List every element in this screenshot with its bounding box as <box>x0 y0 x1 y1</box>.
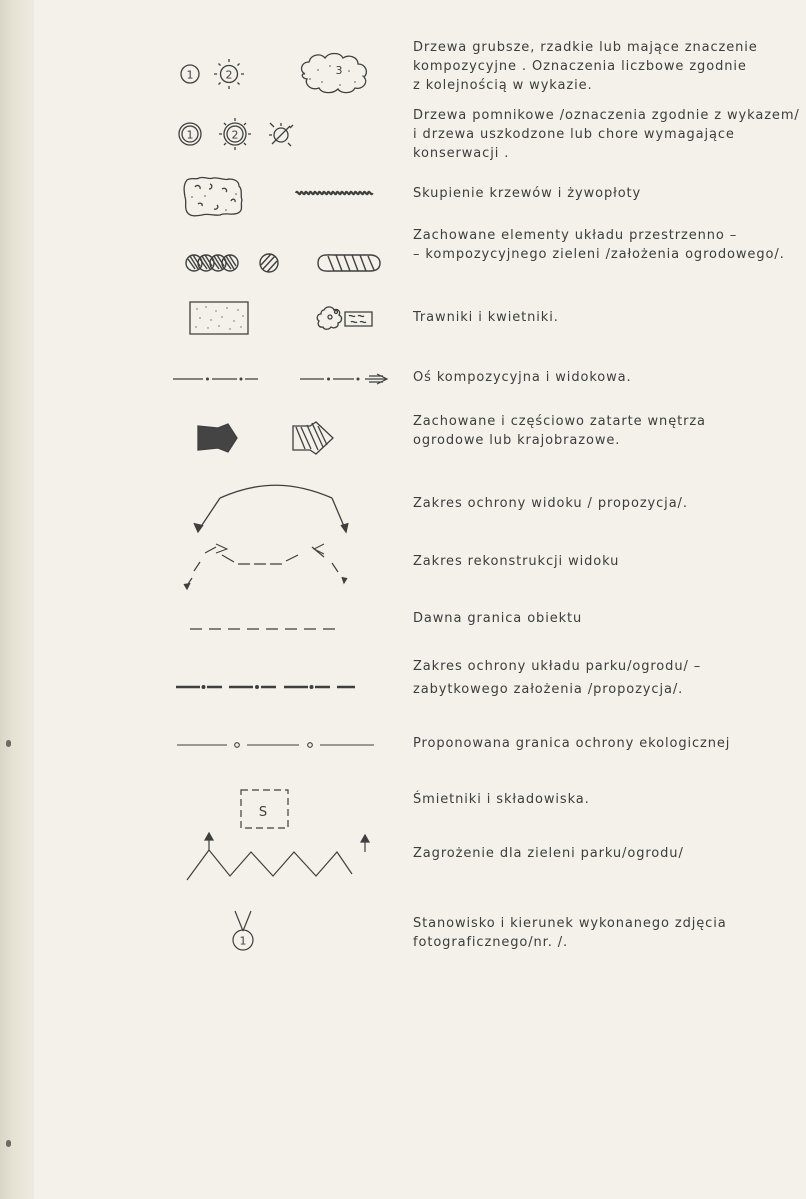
tree-number-1: 1 <box>186 68 194 82</box>
legend-line: i drzewa uszkodzone lub chore wymagające <box>413 127 735 142</box>
legend-text-former-boundary <box>413 609 796 628</box>
legend-text-view-reconstruction <box>413 552 796 571</box>
lawn-icon <box>190 302 248 334</box>
legend-line: Skupienie krzewów i żywopłoty <box>413 186 642 201</box>
legend-line: – kompozycyjnego zieleni /założenia ogrodowego/. <box>413 247 785 262</box>
dump-site-icon <box>241 790 288 828</box>
monument-tree-crown-icon <box>219 118 251 150</box>
tree-group-cloud-icon <box>302 54 367 93</box>
park-protection-line-icon <box>176 685 355 689</box>
legend-symbol-preserved-elements <box>150 226 405 284</box>
binding-hole <box>6 1140 11 1147</box>
legend-text-axis <box>413 368 796 387</box>
legend-line: z kolejnością w wykazie. <box>413 78 593 93</box>
legend-line: Zakres rekonstrukcji widoku <box>413 554 620 569</box>
legend-line: Stanowisko i kierunek wykonanego zdjęcia <box>413 916 727 931</box>
legend-text-ecological-boundary <box>413 734 796 753</box>
legend-symbol-ecological-boundary <box>150 732 405 762</box>
svg-text:2: 2 <box>231 128 239 142</box>
legend-row-view-reconstruction <box>0 540 806 600</box>
legend-line: Zachowane elementy układu przestrzenno – <box>413 228 738 243</box>
legend-line: Zakres ochrony układu parku/ogrodu/ – <box>413 659 702 674</box>
legend-line: Trawniki i kwietniki. <box>413 310 559 325</box>
legend-symbol-axis <box>150 366 405 396</box>
legend-line: Zagrożenie dla zieleni parku/ogrodu/ <box>413 846 684 861</box>
legend-line: Dawna granica obiektu <box>413 611 583 626</box>
axis-line-icon <box>173 378 258 380</box>
shrub-cluster-icon <box>184 177 242 215</box>
legend-row-former-boundary <box>0 606 806 642</box>
legend-row-dumps <box>0 782 806 834</box>
legend-text-lawns <box>413 308 796 327</box>
tree-number-2: 2 <box>225 68 233 82</box>
legend-text-threat <box>413 844 796 863</box>
legend-line: Proponowana granica ochrony ekologicznej <box>413 736 731 751</box>
legend-row-preserved-elements <box>0 226 806 284</box>
legend-text-preserved-elements <box>413 226 796 264</box>
legend-row-axis <box>0 366 806 396</box>
legend-row-ecological-boundary <box>0 732 806 762</box>
svg-text:1: 1 <box>239 934 247 948</box>
legend-symbol-dumps <box>150 782 405 834</box>
legend-row-lawns <box>0 296 806 346</box>
preserved-line-icon <box>318 255 380 271</box>
legend-text-trees <box>413 38 796 95</box>
preserved-interior-icon <box>198 424 237 452</box>
tree-crown-icon <box>214 59 244 89</box>
legend-row-trees <box>0 38 806 100</box>
legend-line: Drzewa grubsze, rzadkie lub mające znaczenie <box>413 40 758 55</box>
legend-text-photo-position <box>413 914 796 952</box>
legend-symbol-lawns <box>150 296 405 346</box>
legend-symbol-view-reconstruction <box>150 540 405 600</box>
view-protection-arc-icon <box>194 485 348 532</box>
monument-tree-circle-icon <box>179 123 201 145</box>
preserved-single-icon <box>260 254 278 272</box>
legend-text-dumps <box>413 790 796 809</box>
legend-line: fotograficznego/nr. /. <box>413 935 569 950</box>
camera-position-icon <box>233 911 253 950</box>
legend-symbol-threat <box>150 828 405 888</box>
legend-line: Drzewa pomnikowe /oznaczenia zgodnie z wykazem/ <box>413 108 800 123</box>
legend-symbol-former-boundary <box>150 606 405 642</box>
legend-text-monument-trees <box>413 106 800 163</box>
legend-symbol-park-protection <box>150 654 405 710</box>
view-reconstruction-icon <box>184 544 347 589</box>
legend-text-park-protection <box>413 657 796 699</box>
legend-symbol-trees <box>150 38 405 100</box>
legend-symbol-monument-trees <box>150 106 405 168</box>
legend-row-monument-trees <box>0 106 806 168</box>
legend-row-interiors <box>0 412 806 464</box>
svg-text:1: 1 <box>186 128 194 142</box>
svg-text:S: S <box>258 805 268 820</box>
tree-number-3: 3 <box>335 64 343 77</box>
ecological-boundary-line-icon <box>177 743 374 748</box>
legend-line: Zachowane i częściowo zatarte wnętrza <box>413 414 706 429</box>
legend-text-shrubs <box>413 184 796 203</box>
flowerbed-icon <box>317 307 372 329</box>
legend-line: ogrodowe lub krajobrazowe. <box>413 433 621 448</box>
legend-text-interiors <box>413 412 796 450</box>
legend-symbol-photo-position <box>150 906 405 962</box>
legend-line: Śmietniki i składowiska. <box>413 792 590 807</box>
faded-interior-icon <box>293 422 333 454</box>
legend-line: kompozycyjne . Oznaczenia liczbowe zgodnie <box>413 59 747 74</box>
legend-line: zabytkowego założenia /propozycja/. <box>413 682 684 697</box>
legend-symbol-shrubs <box>150 172 405 220</box>
damaged-tree-icon <box>269 123 293 146</box>
hedge-icon <box>296 192 373 194</box>
legend-row-park-protection <box>0 654 806 710</box>
threat-zigzag-icon <box>187 833 369 880</box>
legend-symbol-interiors <box>150 412 405 464</box>
legend-text-view-protection <box>413 494 796 513</box>
legend-row-photo-position <box>0 906 806 962</box>
axis-arrow-icon <box>300 374 387 384</box>
tree-circle-icon <box>181 65 199 83</box>
legend-line: Oś kompozycyjna i widokowa. <box>413 370 632 385</box>
legend-row-threat <box>0 828 806 888</box>
legend-line: konserwacji . <box>413 146 510 161</box>
preserved-row-icon <box>186 255 238 271</box>
legend-row-shrubs <box>0 172 806 220</box>
legend-line: Zakres ochrony widoku / propozycja/. <box>413 496 688 511</box>
